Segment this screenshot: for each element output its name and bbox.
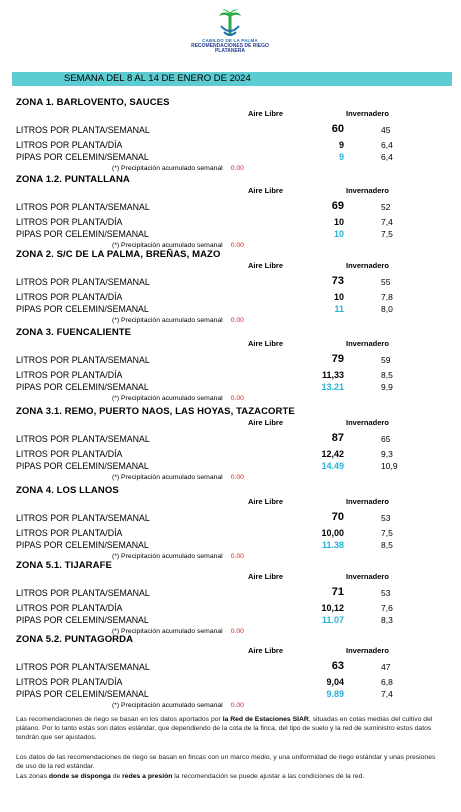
logo-cabildo-text: CABILDO DE LA PALMA xyxy=(202,38,258,43)
col-header-invernadero: Invernadero xyxy=(346,109,389,118)
value-aire-libre: 10 xyxy=(333,292,344,302)
zone-title: ZONA 1.2. PUNTALLANA xyxy=(16,174,130,185)
value-invernadero: 7,4 xyxy=(381,689,393,699)
precipitation-label: (*) Precipitación acumulado semanal xyxy=(112,242,223,249)
precipitation-note xyxy=(112,242,244,249)
row-label: LITROS POR PLANTA/DÍA xyxy=(16,449,123,459)
row-pipas xyxy=(16,615,446,627)
precipitation-label: (*) Precipitación acumulado semanal xyxy=(112,474,223,481)
value-invernadero: 8,3 xyxy=(381,615,393,625)
value-invernadero: 47 xyxy=(381,662,391,672)
row-label: PIPAS POR CELEMIN/SEMANAL xyxy=(16,615,149,625)
row-label: PIPAS POR CELEMIN/SEMANAL xyxy=(16,229,149,239)
value-aire-libre: 9,04 xyxy=(326,677,344,687)
value-invernadero: 9,3 xyxy=(381,449,393,459)
precipitation-value: 0.00 xyxy=(230,553,244,560)
value-invernadero: 10,9 xyxy=(381,461,398,471)
row-litros-semanal xyxy=(16,434,446,446)
precipitation-label: (*) Precipitación acumulado semanal xyxy=(112,395,223,402)
col-header-invernadero: Invernadero xyxy=(346,572,389,581)
precipitation-note xyxy=(112,165,244,172)
zone-title: ZONA 3.1. REMO, PUERTO NAOS, LAS HOYAS, TAZACORTE xyxy=(16,406,295,417)
footer-bold-text: redes a presión xyxy=(122,773,173,780)
value-aire-libre: 11,33 xyxy=(321,370,344,380)
row-pipas xyxy=(16,461,446,473)
value-invernadero: 6,8 xyxy=(381,677,393,687)
col-header-invernadero: Invernadero xyxy=(346,186,389,195)
value-invernadero: 59 xyxy=(381,355,391,365)
col-header-aire-libre: Aire Libre xyxy=(248,186,284,195)
value-aire-libre: 13.21 xyxy=(321,382,344,392)
zone-title: ZONA 3. FUENCALIENTE xyxy=(16,327,132,338)
zone-title: ZONA 4. LOS LLANOS xyxy=(16,485,119,496)
value-invernadero: 6,4 xyxy=(381,152,393,162)
row-label: PIPAS POR CELEMIN/SEMANAL xyxy=(16,382,149,392)
value-invernadero: 7,5 xyxy=(381,528,393,538)
value-aire-libre: 11.07 xyxy=(321,615,344,625)
row-litros-semanal xyxy=(16,513,446,525)
col-header-aire-libre: Aire Libre xyxy=(248,418,284,427)
precipitation-label: (*) Precipitación acumulado semanal xyxy=(112,165,223,172)
value-aire-libre: 10 xyxy=(333,229,344,239)
row-label: LITROS POR PLANTA/SEMANAL xyxy=(16,355,150,365)
row-label: LITROS POR PLANTA/SEMANAL xyxy=(16,277,150,287)
value-aire-libre: 11.38 xyxy=(321,540,344,550)
value-aire-libre: 12,42 xyxy=(321,449,344,459)
value-aire-libre: 60 xyxy=(331,123,344,135)
precipitation-label: (*) Precipitación acumulado semanal xyxy=(112,702,223,709)
precipitation-value: 0.00 xyxy=(230,702,244,709)
precipitation-value: 0.00 xyxy=(230,395,244,402)
row-label: LITROS POR PLANTA/SEMANAL xyxy=(16,662,150,672)
value-aire-libre: 9 xyxy=(338,140,344,150)
logo-subtitle: PLATANERA xyxy=(214,48,246,54)
value-invernadero: 7,5 xyxy=(381,229,393,239)
value-aire-libre: 79 xyxy=(331,353,344,365)
zone-title: ZONA 2. S/C DE LA PALMA, BREÑAS, MAZO xyxy=(16,249,221,260)
value-invernadero: 53 xyxy=(381,588,391,598)
row-litros-semanal xyxy=(16,662,446,674)
row-litros-semanal xyxy=(16,355,446,367)
footer-paragraph-3 xyxy=(16,772,444,781)
col-header-invernadero: Invernadero xyxy=(346,261,389,270)
row-label: PIPAS POR CELEMIN/SEMANAL xyxy=(16,689,149,699)
week-banner: SEMANA DEL 8 AL 14 DE ENERO DE 2024 xyxy=(12,72,452,86)
row-litros-dia xyxy=(16,603,446,615)
footer-text: de xyxy=(112,773,121,780)
row-label: LITROS POR PLANTA/DÍA xyxy=(16,370,123,380)
col-header-aire-libre: Aire Libre xyxy=(248,497,284,506)
row-label: LITROS POR PLANTA/DÍA xyxy=(16,528,123,538)
footer-text: Las recomendaciones de riego se basan en los datos aportados por xyxy=(16,716,221,723)
palm-tree-icon xyxy=(217,8,243,38)
value-invernadero: 7,4 xyxy=(381,217,393,227)
row-label: PIPAS POR CELEMIN/SEMANAL xyxy=(16,304,149,314)
precipitation-value: 0.00 xyxy=(230,628,244,635)
row-label: LITROS POR PLANTA/DÍA xyxy=(16,292,123,302)
row-pipas xyxy=(16,229,446,241)
precipitation-note xyxy=(112,553,244,560)
precipitation-note xyxy=(112,702,244,709)
footer-text: Las zonas xyxy=(16,773,47,780)
precipitation-note xyxy=(112,395,244,402)
value-aire-libre: 73 xyxy=(331,275,344,287)
row-label: LITROS POR PLANTA/SEMANAL xyxy=(16,513,150,523)
value-invernadero: 65 xyxy=(381,434,391,444)
precipitation-value: 0.00 xyxy=(230,242,244,249)
row-label: LITROS POR PLANTA/DÍA xyxy=(16,217,123,227)
precipitation-value: 0.00 xyxy=(230,317,244,324)
value-invernadero: 9,9 xyxy=(381,382,393,392)
row-label: PIPAS POR CELEMIN/SEMANAL xyxy=(16,540,149,550)
row-label: LITROS POR PLANTA/DÍA xyxy=(16,677,123,687)
row-litros-semanal xyxy=(16,202,446,214)
value-invernadero: 8,5 xyxy=(381,370,393,380)
row-litros-dia xyxy=(16,370,446,382)
row-label: PIPAS POR CELEMIN/SEMANAL xyxy=(16,461,149,471)
col-header-invernadero: Invernadero xyxy=(346,646,389,655)
row-label: LITROS POR PLANTA/DÍA xyxy=(16,140,123,150)
value-invernadero: 52 xyxy=(381,202,391,212)
value-invernadero: 6,4 xyxy=(381,140,393,150)
row-label: LITROS POR PLANTA/SEMANAL xyxy=(16,125,150,135)
value-aire-libre: 63 xyxy=(331,660,344,672)
value-aire-libre: 87 xyxy=(331,432,344,444)
value-aire-libre: 10,00 xyxy=(321,528,344,538)
row-label: PIPAS POR CELEMIN/SEMANAL xyxy=(16,152,149,162)
col-header-aire-libre: Aire Libre xyxy=(248,646,284,655)
row-litros-semanal xyxy=(16,125,446,137)
footer-paragraph-2: Los datos de las recomendaciones de riego se basan en fincas con un marco medio, y una uniformidad de riego estándar y unas presiones de uso de la red estándar. xyxy=(16,754,436,770)
row-label: LITROS POR PLANTA/SEMANAL xyxy=(16,202,150,212)
precipitation-value: 0.00 xyxy=(230,474,244,481)
precipitation-value: 0.00 xyxy=(230,165,244,172)
precipitation-note xyxy=(112,317,244,324)
value-aire-libre: 10 xyxy=(333,217,344,227)
col-header-invernadero: Invernadero xyxy=(346,418,389,427)
value-invernadero: 45 xyxy=(381,125,391,135)
col-header-invernadero: Invernadero xyxy=(346,339,389,348)
row-pipas xyxy=(16,540,446,552)
value-invernadero: 7,8 xyxy=(381,292,393,302)
value-aire-libre: 70 xyxy=(331,511,344,523)
row-litros-dia xyxy=(16,140,446,152)
col-header-aire-libre: Aire Libre xyxy=(248,572,284,581)
row-litros-dia xyxy=(16,292,446,304)
row-litros-semanal xyxy=(16,588,446,600)
row-pipas xyxy=(16,382,446,394)
row-litros-dia xyxy=(16,677,446,689)
value-aire-libre: 69 xyxy=(331,200,344,212)
row-label: LITROS POR PLANTA/SEMANAL xyxy=(16,434,150,444)
col-header-aire-libre: Aire Libre xyxy=(248,261,284,270)
row-litros-semanal xyxy=(16,277,446,289)
precipitation-label: (*) Precipitación acumulado semanal xyxy=(112,317,223,324)
col-header-aire-libre: Aire Libre xyxy=(248,109,284,118)
row-pipas xyxy=(16,304,446,316)
row-litros-dia xyxy=(16,217,446,229)
value-aire-libre: 71 xyxy=(331,586,344,598)
value-aire-libre: 10,12 xyxy=(321,603,344,613)
value-invernadero: 55 xyxy=(381,277,391,287)
value-aire-libre: 9 xyxy=(338,152,344,162)
footer-bold-text: donde se disponga xyxy=(48,773,111,780)
precipitation-note xyxy=(112,474,244,481)
row-pipas xyxy=(16,689,446,701)
value-invernadero: 8,5 xyxy=(381,540,393,550)
precipitation-label: (*) Precipitación acumulado semanal xyxy=(112,628,223,635)
footer-paragraph-1 xyxy=(16,715,444,742)
value-invernadero: 7,6 xyxy=(381,603,393,613)
row-litros-dia xyxy=(16,449,446,461)
value-invernadero: 53 xyxy=(381,513,391,523)
zone-title: ZONA 1. BARLOVENTO, SAUCES xyxy=(16,97,170,108)
precipitation-label: (*) Precipitación acumulado semanal xyxy=(112,553,223,560)
zone-title: ZONA 5.1. TIJARAFE xyxy=(16,560,112,571)
value-aire-libre: 14.49 xyxy=(321,461,344,471)
footer-bold-siar: la Red de Estaciones SIAR xyxy=(222,716,309,723)
cabildo-logo xyxy=(180,8,280,54)
value-invernadero: 8,0 xyxy=(381,304,393,314)
footer-text: , situadas en cotas medias del cultivo del plátano. Por lo tanto estás son datos estándar, que dependiendo de la cota de la finca, del tipo de suelo y la red de suministro estos datos tendrán que ser ajustados. xyxy=(16,716,433,741)
row-label: LITROS POR PLANTA/SEMANAL xyxy=(16,588,150,598)
value-aire-libre: 9.89 xyxy=(326,689,344,699)
row-pipas xyxy=(16,152,446,164)
logo-title: RECOMENDACIONES DE RIEGO xyxy=(191,43,269,49)
row-label: LITROS POR PLANTA/DÍA xyxy=(16,603,123,613)
row-litros-dia xyxy=(16,528,446,540)
col-header-invernadero: Invernadero xyxy=(346,497,389,506)
col-header-aire-libre: Aire Libre xyxy=(248,339,284,348)
footer-text: la recomendación se puede ajustar a las condiciones de la red. xyxy=(174,773,365,780)
value-aire-libre: 11 xyxy=(334,304,344,314)
zone-title: ZONA 5.2. PUNTAGORDA xyxy=(16,634,134,645)
